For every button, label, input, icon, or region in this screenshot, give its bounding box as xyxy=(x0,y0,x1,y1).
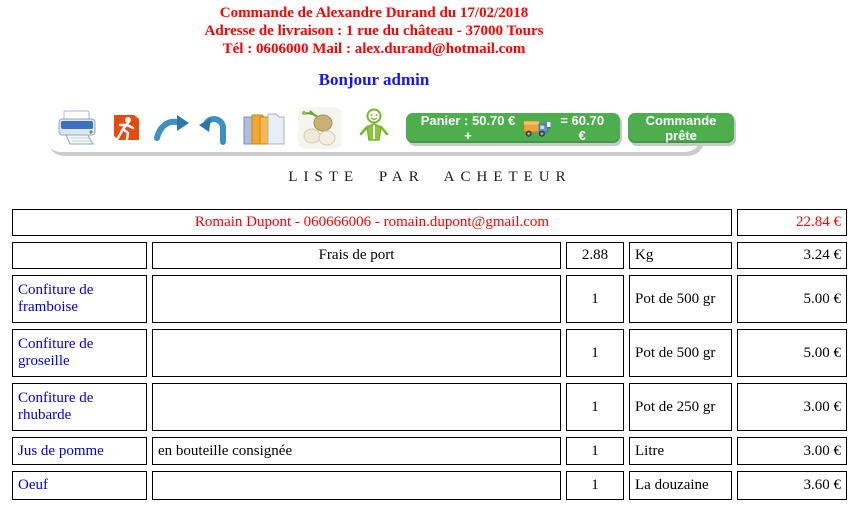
unit-cell: Pot de 250 gr xyxy=(629,383,732,431)
cart-total-label: = 60.70 € xyxy=(560,112,605,143)
unit-cell: Pot de 500 gr xyxy=(629,275,732,323)
unit-cell: Pot de 500 gr xyxy=(629,329,732,377)
unit-cell: Kg xyxy=(629,242,732,269)
description-cell xyxy=(152,275,561,323)
product-cell xyxy=(12,242,147,269)
undo-icon[interactable] xyxy=(199,111,230,145)
buyer-header-row xyxy=(12,209,847,236)
product-link[interactable]: Confiture de groseille xyxy=(12,329,147,377)
product-link[interactable]: Jus de pomme xyxy=(12,437,147,465)
price-cell: 3.00 € xyxy=(737,437,847,465)
table-row xyxy=(12,329,847,377)
u-turn-arrow-icon xyxy=(199,111,230,145)
member-icon[interactable] xyxy=(358,107,390,149)
table-row xyxy=(12,242,847,269)
table-row xyxy=(12,437,847,465)
toolbar xyxy=(45,103,717,152)
exit-door-icon xyxy=(111,112,141,143)
price-cell: 3.60 € xyxy=(737,471,847,500)
delivery-truck-icon xyxy=(523,118,551,138)
contact-line: Tél : 0606000 Mail : alex.durand@hotmail.com xyxy=(222,41,526,57)
buyer-order-table xyxy=(7,203,852,506)
printer-icon[interactable] xyxy=(55,109,99,147)
qty-cell: 1 xyxy=(566,329,624,377)
refresh-icon[interactable] xyxy=(153,111,189,145)
description-cell xyxy=(152,383,561,431)
delivery-address: Adresse de livraison : 1 rue du château - 37000 Tours xyxy=(204,23,544,39)
cart-total-button[interactable] xyxy=(406,113,620,143)
refresh-arrow-icon xyxy=(153,111,189,145)
products-photo-icon[interactable] xyxy=(298,107,342,149)
printer-icon xyxy=(55,109,99,147)
price-cell: 3.00 € xyxy=(737,383,847,431)
qty-cell: 2.88 xyxy=(566,242,624,269)
green-person-icon xyxy=(358,107,390,149)
price-cell: 5.00 € xyxy=(737,329,847,377)
order-header xyxy=(0,4,748,58)
buyer-total: 22.84 € xyxy=(737,209,847,236)
table-row xyxy=(12,383,847,431)
product-link[interactable]: Confiture de rhubarde xyxy=(12,383,147,431)
buyer-info: Romain Dupont - 060666006 - romain.dupont@gmail.com xyxy=(12,209,732,236)
price-cell: 5.00 € xyxy=(737,275,847,323)
section-title: LISTE PAR ACHETEUR xyxy=(288,169,572,185)
table-row xyxy=(12,275,847,323)
unit-cell: Litre xyxy=(629,437,732,465)
order-title: Commande de Alexandre Durand du 17/02/2018 xyxy=(219,5,529,21)
vegetables-photo-icon xyxy=(298,107,342,149)
unit-cell: La douzaine xyxy=(629,471,732,500)
price-cell: 3.24 € xyxy=(737,242,847,269)
qty-cell: 1 xyxy=(566,471,624,500)
description-cell: Frais de port xyxy=(152,242,561,269)
folders-icon xyxy=(240,109,286,147)
description-cell xyxy=(152,329,561,377)
qty-cell: 1 xyxy=(566,383,624,431)
product-link[interactable]: Confiture de framboise xyxy=(12,275,147,323)
description-cell xyxy=(152,471,561,500)
qty-cell: 1 xyxy=(566,275,624,323)
cart-amount-label: Panier : 50.70 € + xyxy=(420,112,516,143)
table-row xyxy=(12,471,847,500)
product-link[interactable]: Oeuf xyxy=(12,471,147,500)
exit-icon[interactable] xyxy=(111,112,141,143)
qty-cell: 1 xyxy=(566,437,624,465)
folders-icon[interactable] xyxy=(240,109,286,147)
order-ready-button[interactable]: Commande prête xyxy=(628,113,734,143)
greeting-admin: Bonjour admin xyxy=(318,70,430,89)
description-cell: en bouteille consignée xyxy=(152,437,561,465)
